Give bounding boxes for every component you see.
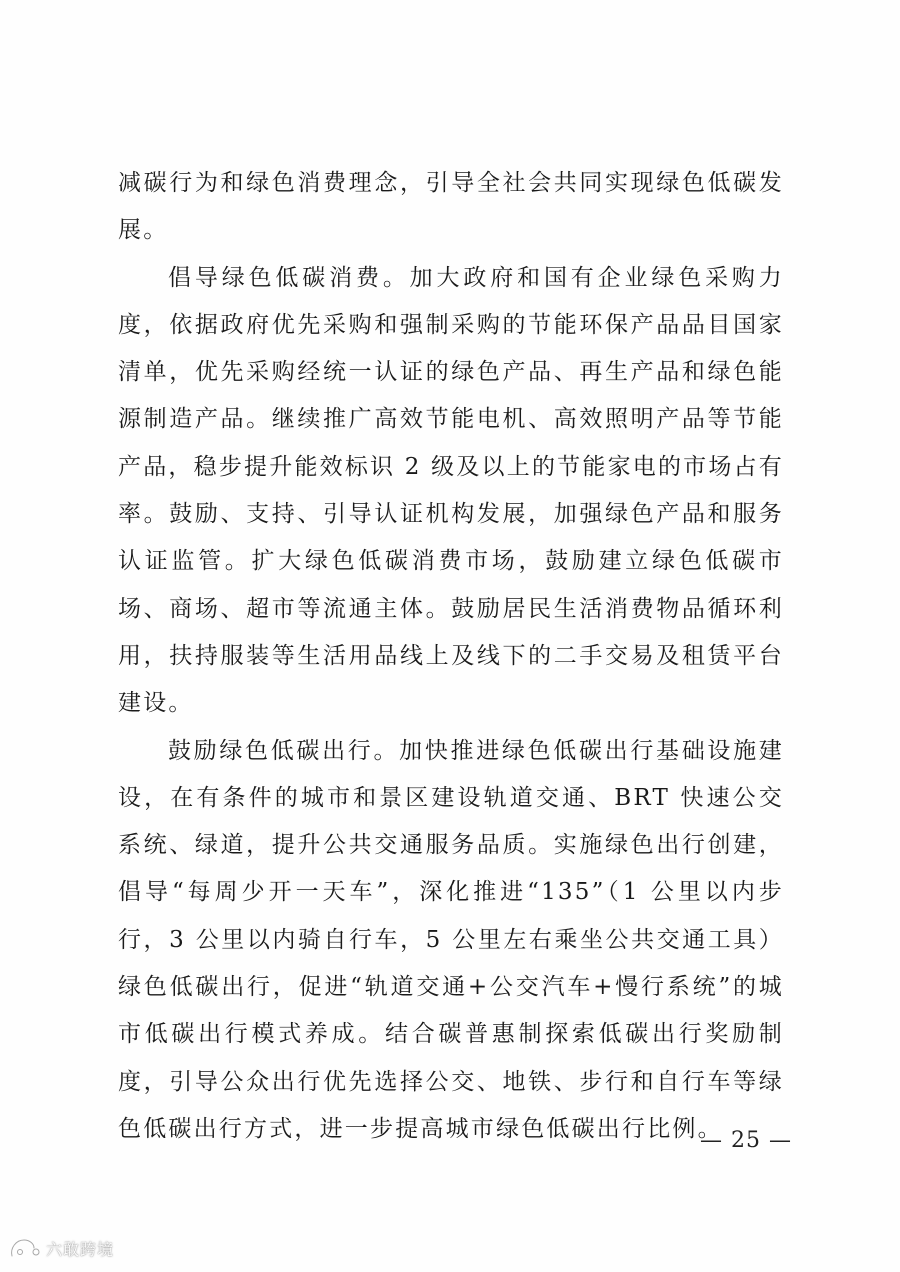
watermark xyxy=(8,1234,114,1262)
document-body xyxy=(118,160,784,1153)
page-number: — 25 — xyxy=(700,1128,792,1153)
paragraph-green-consumption: 倡导绿色低碳消费。加大政府和国有企业绿色采购力度，依据政府优先采购和强制采购的节能环保产品品目国家清单，优先采购经统一认证的绿色产品、再生产品和绿色能源制造产品。继续推广高效节能电机、高效照明产品等节能产品，稳步提升能效标识 2 级及以上的节能家电的市场占有率。鼓励、支持、引导认证机构发展，加强绿色产品和服务认证监管。扩大绿色低碳消费市场，鼓励建立绿色低碳市场、商场、超市等流通主体。鼓励居民生活消费物品循环利用，扶持服装等生活用品线上及线下的二手交易及租赁平台建设。 xyxy=(118,264,784,717)
watermark-text: 六敢跨境 xyxy=(46,1239,115,1259)
paragraph-green-travel: 鼓励绿色低碳出行。加快推进绿色低碳出行基础设施建设，在有条件的城市和景区建设轨道交通、BRT 快速公交系统、绿道，提升公共交通服务品质。实施绿色出行创建，倡导“每周少开一天车”，深化推进“135”（1 公里以内步行，3 公里以内骑自行车，5 公里左右乘坐公共交通工具）绿色低碳出行，促进“轨道交通+公交汽车+慢行系统”的城市低碳出行模式养成。结合碳普惠制探索低碳出行奖励制度，引导公众出行优先选择公交、地铁、步行和自行车等绿色低碳出行方式，进一步提高城市绿色低碳出行比例。 xyxy=(118,737,784,1142)
brand-logo-icon xyxy=(8,1236,42,1260)
paragraph-continuation: 减碳行为和绿色消费理念，引导全社会共同实现绿色低碳发展。 xyxy=(118,170,784,244)
